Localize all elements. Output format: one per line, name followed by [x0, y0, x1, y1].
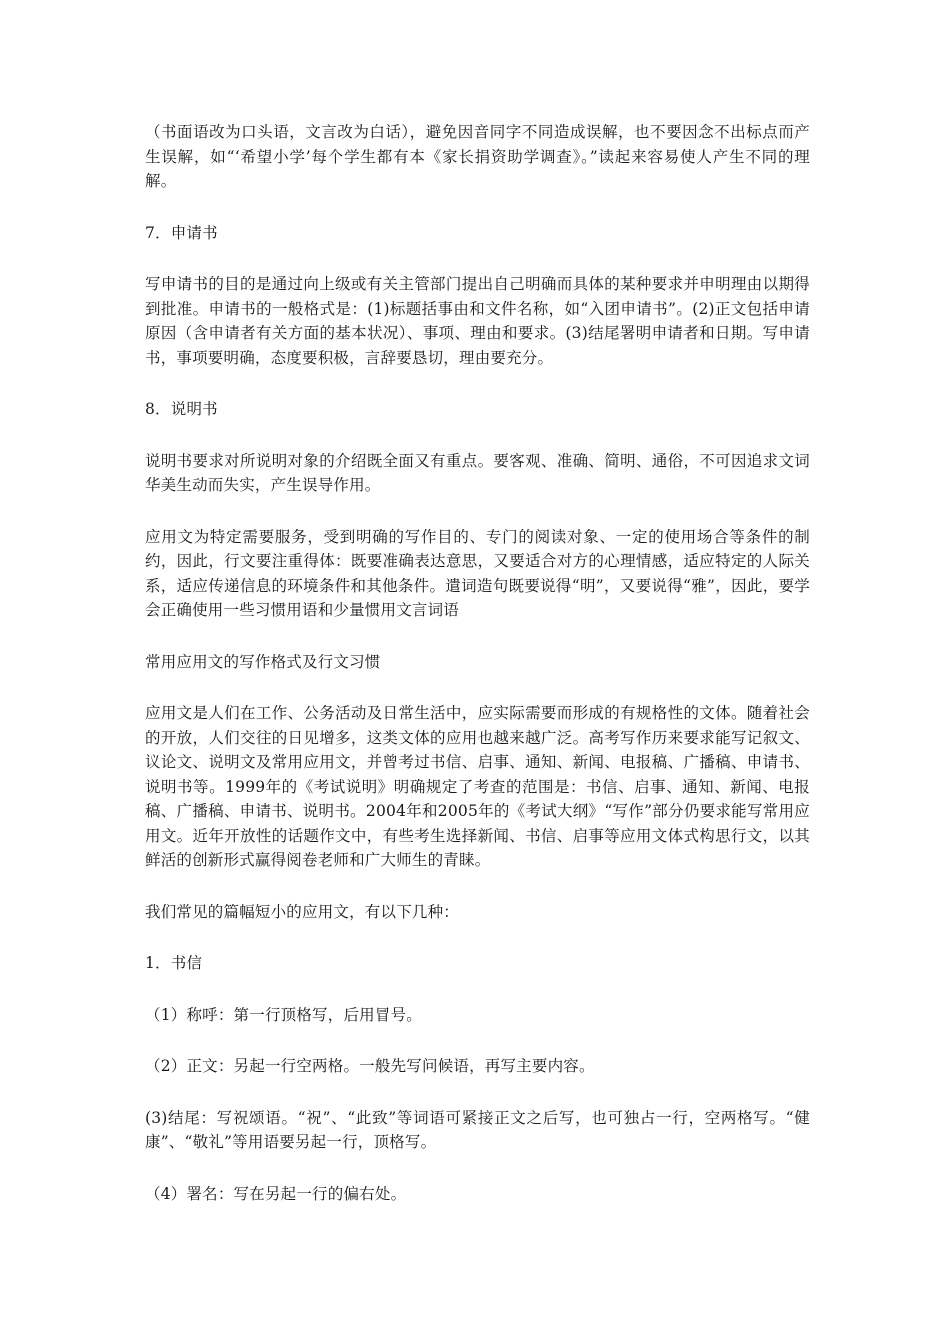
- paragraph-instructions: 说明书要求对所说明对象的介绍既全面又有重点。要客观、准确、简明、通俗，不可因追求文词华美生动而失实，产生误导作用。: [145, 451, 810, 494]
- paragraph-practical-writing-intro: 应用文是人们在工作、公务活动及日常生活中，应实际需要而形成的有规格性的文体。随着社会的开放，人们交往的日见增多，这类文体的应用也越来越广泛。高考写作历来要求能写记叙文、议论文、说明文及常用应用文，并曾考过书信、启事、通知、新闻、电报稿、广播稿、申请书、说明书等。1999年的《考试说明》明确规定了考查的范围是：书信、启事、通知、新闻、电报稿、广播稿、申请书、说明书。2004年和2005年的《考试大纲》“写作”部分仍要求能写常用应用文。近年开放性的话题作文中，有些考生选择新闻、书信、启事等应用文体式构思行文，以其鲜活的创新形式赢得阅卷老师和广大师生的青睐。: [145, 704, 810, 869]
- heading-instructions: 8．说明书: [145, 400, 218, 418]
- paragraph-appropriateness: 应用文为特定需要服务，受到明确的写作目的、专门的阅读对象、一定的使用场合等条件的制约，因此，行文要注重得体：既要准确表达意思，又要适合对方的心理情感，适应特定的人际关系，适应传递信息的环境条件和其他条件。遣词造句既要说得“明”，又要说得“雅”，因此，要学会正确使用一些习惯用语和少量惯用文言词语: [145, 527, 810, 619]
- paragraph-closing: (3)结尾：写祝颂语。“祝”、“此致”等词语可紧接正文之后写，也可独占一行，空两格写。“健康”、“敬礼”等用语要另起一行，顶格写。: [145, 1108, 810, 1151]
- paragraph-salutation: （1）称呼：第一行顶格写，后用冒号。: [145, 1005, 422, 1024]
- paragraph-body-text: （2）正文：另起一行空两格。一般先写问候语，再写主要内容。: [145, 1057, 595, 1075]
- paragraph-common-types: 我们常见的篇幅短小的应用文，有以下几种：: [145, 902, 460, 921]
- document-page: [145, 120, 810, 1233]
- paragraph-application-letter: 写申请书的目的是通过向上级或有关主管部门提出自己明确而具体的某种要求并申明理由以期得到批准。申请书的一般格式是：(1)标题括事由和文件名称，如“入团申请书”。(2)正文包括申请原因（含申请者有关方面的基本状况）、事项、理由和要求。(3)结尾署明申请者和日期。写申请书，事项要明确，态度要积极，言辞要恳切，理由要充分。: [145, 275, 810, 367]
- heading-letters: 1．书信: [145, 954, 203, 972]
- paragraph-avoid-misunderstanding: （书面语改为口头语，文言改为白话），避免因音同字不同造成误解，也不要因念不出标点而产生误解，如“‘希望小学’每个学生都有本《家长捐资助学调查》。”读起来容易使人产生不同的理解。: [145, 123, 810, 190]
- heading-common-formats: 常用应用文的写作格式及行文习惯: [145, 652, 381, 671]
- paragraph-signature: （4）署名：写在另起一行的偏右处。: [145, 1184, 407, 1203]
- heading-application-letter: 7．申请书: [145, 223, 218, 242]
